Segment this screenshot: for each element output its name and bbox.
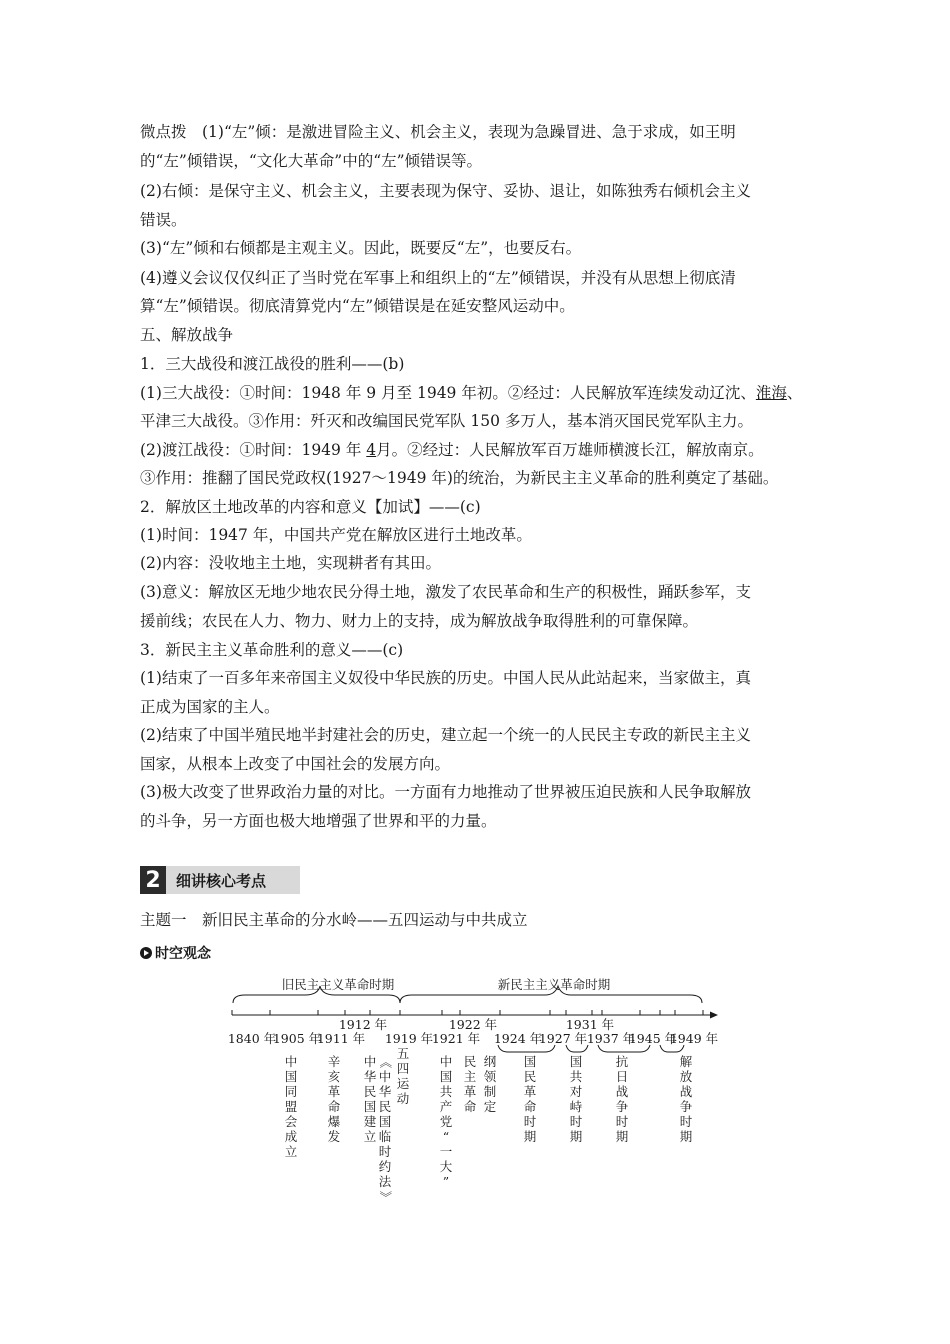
svg-text:定: 定 xyxy=(483,1099,497,1114)
paragraph-line: 的“左”倾错误，“文化大革命”中的“左”倾错误等。 xyxy=(140,152,483,170)
axis-arrow-icon xyxy=(710,1012,718,1019)
period-bracket xyxy=(598,1045,650,1052)
svg-text:发: 发 xyxy=(327,1129,341,1144)
svg-text:辛: 辛 xyxy=(327,1054,341,1069)
svg-text:中: 中 xyxy=(378,1069,392,1084)
paragraph-line: (3)意义：解放区无地少地农民分得土地，激发了农民革命和生产的积极性，踊跃参军，支 xyxy=(140,583,751,601)
paragraph-line: 正成为国家的主人。 xyxy=(140,698,280,716)
svg-text:国: 国 xyxy=(284,1069,298,1084)
period-bracket xyxy=(660,1045,684,1052)
svg-text:中: 中 xyxy=(363,1054,377,1069)
period-label-new: 新民主主义革命时期 xyxy=(497,977,611,992)
svg-text:华: 华 xyxy=(363,1069,377,1084)
svg-text:制: 制 xyxy=(483,1084,497,1099)
svg-text:时: 时 xyxy=(569,1114,583,1129)
svg-text:爆: 爆 xyxy=(327,1114,341,1129)
year-label-upper: 1922 年 xyxy=(448,1017,498,1032)
event-label xyxy=(616,1054,629,1144)
period-bracket xyxy=(498,1045,555,1052)
svg-text:四: 四 xyxy=(396,1061,410,1076)
svg-text:动: 动 xyxy=(396,1091,410,1106)
text-segment: (1)三大战役：①时间：1948 年 9 月至 1949 年初。②经过：人民解放军连续发动辽沈、 xyxy=(140,384,756,402)
text-segment: 月。②经过：人民解放军百万雄师横渡长江，解放南京。 xyxy=(376,441,764,459)
text-segment: (2)渡江战役：①时间：1949 年 xyxy=(140,441,362,459)
year-label: 1949 年 xyxy=(669,1031,719,1046)
svg-text:日: 日 xyxy=(615,1069,629,1084)
event-label xyxy=(524,1054,537,1144)
item-heading: 3．新民主主义革命胜利的意义——(c) xyxy=(140,641,404,659)
svg-text:亥: 亥 xyxy=(327,1069,341,1084)
event-label xyxy=(328,1054,341,1144)
svg-text:纲: 纲 xyxy=(483,1054,497,1069)
paragraph-line: (4)遵义会议仅仅纠正了当时党在军事上和组织上的“左”倾错误，并没有从思想上彻底清 xyxy=(140,269,736,287)
svg-text:运: 运 xyxy=(396,1076,410,1091)
paragraph-line: ③作用：推翻了国民党政权(1927～1949 年)的统治，为新民主主义革命的胜利奠定了基础。 xyxy=(140,469,779,487)
svg-text:抗: 抗 xyxy=(615,1054,629,1069)
year-label: 1945 年 xyxy=(628,1031,678,1046)
svg-text:一: 一 xyxy=(439,1144,453,1159)
event-label xyxy=(680,1054,693,1144)
svg-text:争: 争 xyxy=(679,1099,693,1114)
svg-text:时: 时 xyxy=(615,1114,629,1129)
svg-text:时: 时 xyxy=(679,1114,693,1129)
svg-text:时: 时 xyxy=(523,1114,537,1129)
svg-text:国: 国 xyxy=(363,1099,377,1114)
svg-text:中: 中 xyxy=(439,1054,453,1069)
svg-text:民: 民 xyxy=(523,1069,537,1084)
svg-text:国: 国 xyxy=(439,1069,453,1084)
svg-text:争: 争 xyxy=(615,1099,629,1114)
paragraph-line: (1)时间：1947 年，中国共产党在解放区进行土地改革。 xyxy=(140,526,532,544)
svg-text:成: 成 xyxy=(284,1129,298,1144)
paragraph-line: (2)内容：没收地主土地，实现耕者有其田。 xyxy=(140,554,441,572)
topic-title: 主题一 新旧民主革命的分水岭——五四运动与中共成立 xyxy=(140,911,528,929)
svg-text:革: 革 xyxy=(523,1084,537,1099)
year-label: 1919 年 xyxy=(384,1031,434,1046)
svg-text:民: 民 xyxy=(363,1084,377,1099)
svg-text:国: 国 xyxy=(523,1054,537,1069)
event-label xyxy=(364,1054,377,1144)
event-label xyxy=(484,1054,497,1114)
paragraph-line: 错误。 xyxy=(140,211,187,229)
paragraph-line: (2)结束了中国半殖民地半封建社会的历史，建立起一个统一的人民民主专政的新民主主义 xyxy=(140,726,751,744)
svg-text:约: 约 xyxy=(378,1159,392,1174)
svg-text:期: 期 xyxy=(679,1129,693,1144)
svg-text:法: 法 xyxy=(378,1174,392,1189)
svg-text:共: 共 xyxy=(439,1084,453,1099)
svg-text:民: 民 xyxy=(463,1054,477,1069)
svg-text:五: 五 xyxy=(396,1046,410,1061)
text-segment: 、 xyxy=(786,384,803,402)
svg-text:时: 时 xyxy=(378,1144,392,1159)
svg-text:领: 领 xyxy=(483,1069,497,1084)
paragraph-line: (3)极大改变了世界政治力量的对比。一方面有力地推动了世界被压迫民族和人民争取解放 xyxy=(140,783,751,801)
underlined-text: 淮海 xyxy=(755,384,787,402)
svg-text:命: 命 xyxy=(327,1099,341,1114)
svg-text:对: 对 xyxy=(569,1084,583,1099)
event-label xyxy=(378,1056,393,1204)
period-bracket xyxy=(566,1045,588,1052)
svg-text:华: 华 xyxy=(378,1084,392,1099)
year-label: 1937 年 xyxy=(586,1031,636,1046)
svg-text:命: 命 xyxy=(523,1099,537,1114)
svg-text:《: 《 xyxy=(378,1055,393,1069)
svg-text:战: 战 xyxy=(615,1084,629,1099)
svg-text:中: 中 xyxy=(284,1054,298,1069)
svg-text:命: 命 xyxy=(463,1099,477,1114)
svg-text:大: 大 xyxy=(439,1159,453,1174)
svg-text:革: 革 xyxy=(463,1084,477,1099)
year-label: 1911 年 xyxy=(316,1031,366,1046)
svg-text:共: 共 xyxy=(569,1069,583,1084)
svg-text:同: 同 xyxy=(284,1084,298,1099)
year-label: 1924 年 xyxy=(493,1031,543,1046)
section-heading: 五、解放战争 xyxy=(140,326,234,344)
svg-text:会: 会 xyxy=(284,1114,298,1129)
section-title: 细讲核心考点 xyxy=(166,866,300,894)
event-label xyxy=(285,1054,298,1159)
paragraph-line: (3)“左”倾和右倾都是主观主义。因此，既要反“左”，也要反右。 xyxy=(140,239,582,257)
paragraph-line: 微点拨 (1)“左”倾：是激进冒险主义、机会主义，表现为急躁冒进、急于求成，如王明 xyxy=(140,123,736,141)
year-label-upper: 1931 年 xyxy=(565,1017,615,1032)
svg-text:期: 期 xyxy=(615,1129,629,1144)
event-label xyxy=(440,1054,453,1189)
underlined-text: 4 xyxy=(366,441,377,459)
vertical-event-labels xyxy=(285,1046,693,1203)
paragraph-line: (2)右倾：是保守主义、机会主义，主要表现为保守、妥协、退让，如陈独秀右倾机会主义 xyxy=(140,182,751,200)
svg-text:盟: 盟 xyxy=(284,1099,298,1114)
svg-text:放: 放 xyxy=(679,1069,693,1084)
svg-text:战: 战 xyxy=(679,1084,693,1099)
svg-text:主: 主 xyxy=(463,1069,477,1084)
svg-text:国: 国 xyxy=(569,1054,583,1069)
svg-text:期: 期 xyxy=(523,1129,537,1144)
year-label: 1905 年 xyxy=(272,1031,322,1046)
year-label: 1921 年 xyxy=(431,1031,481,1046)
svg-text:”: ” xyxy=(442,1174,450,1189)
svg-text:立: 立 xyxy=(284,1144,298,1159)
section-number: 2 xyxy=(140,866,166,894)
event-label xyxy=(464,1054,477,1114)
svg-text:期: 期 xyxy=(569,1129,583,1144)
paragraph-line: 援前线；农民在人力、物力、财力上的支持，成为解放战争取得胜利的可靠保障。 xyxy=(140,612,699,630)
svg-text:立: 立 xyxy=(363,1129,377,1144)
item-heading: 2．解放区土地改革的内容和意义【加试】——(c) xyxy=(140,498,481,516)
svg-text:国: 国 xyxy=(378,1114,392,1129)
year-label: 1927 年 xyxy=(538,1031,588,1046)
year-label-upper: 1912 年 xyxy=(338,1017,388,1032)
item-heading: 1．三大战役和渡江战役的胜利——(b) xyxy=(140,355,405,373)
svg-text:峙: 峙 xyxy=(569,1099,583,1114)
svg-text:》: 》 xyxy=(378,1190,393,1204)
svg-text:解: 解 xyxy=(679,1054,693,1069)
event-label xyxy=(570,1054,583,1144)
svg-text:革: 革 xyxy=(327,1084,341,1099)
period-label-old: 旧民主主义革命时期 xyxy=(281,977,395,992)
paragraph-line: 算“左”倾错误。彻底清算党内“左”倾错误是在延安整风运动中。 xyxy=(140,297,575,315)
svg-text:民: 民 xyxy=(378,1099,392,1114)
svg-text:“: “ xyxy=(442,1129,450,1144)
svg-text:产: 产 xyxy=(439,1099,453,1114)
paragraph-line: (1)结束了一百多年来帝国主义奴役中华民族的历史。中国人民从此站起来，当家做主，真 xyxy=(140,669,751,687)
svg-text:临: 临 xyxy=(378,1129,392,1144)
paragraph-line: 平津三大战役。③作用：歼灭和改编国民党军队 150 多万人，基本消灭国民党军队主力。 xyxy=(140,412,753,430)
svg-text:建: 建 xyxy=(363,1114,377,1129)
svg-text:党: 党 xyxy=(439,1114,453,1129)
paragraph-line: 国家，从根本上改变了中国社会的发展方向。 xyxy=(140,755,451,773)
paragraph-line: 的斗争，另一方面也极大地增强了世界和平的力量。 xyxy=(140,812,497,830)
event-label xyxy=(397,1046,410,1106)
year-label: 1840 年 xyxy=(227,1031,277,1046)
subheading-label: 时空观念 xyxy=(155,946,211,962)
